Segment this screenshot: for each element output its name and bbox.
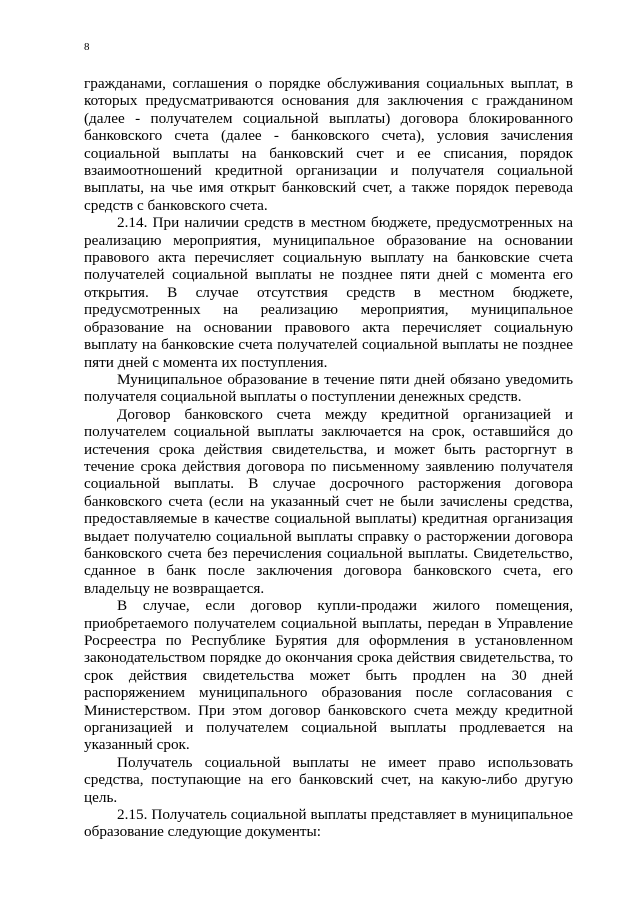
paragraph: Муниципальное образование в течение пяти дней обязано уведомить получателя социальной выплаты о поступлении денежных средств.	[84, 370, 573, 406]
paragraph: гражданами, соглашения о порядке обслуживания социальных выплат, в которых предусматриваются основания для заключения с гражданином (далее - получателем социальной выплаты) договора блокированного банковского счета (далее - банковского счета), условия зачисления социальной выплаты на банковский счет и ее списания, порядок взаимоотношений кредитной организации и получателя социальной выплаты, на чье имя открыт банковский счет, а также порядок перевода средств с банковского счета.	[84, 75, 573, 214]
paragraph: Получатель социальной выплаты не имеет право использовать средства, поступающие на его банковский счет, на какую-либо другую цель.	[84, 753, 573, 806]
paragraph: Договор банковского счета между кредитной организацией и получателем социальной выплаты заключается на срок, оставшийся до истечения срока действия свидетельства, и может быть расторгнут в течение срока действия договора по письменному заявлению получателя социальной выплаты. В случае досрочного расторжения договора банковского счета (если на указанный счет не были зачислены средства, предоставляемые в качестве социальной выплаты) кредитная организация выдает получателю социальной выплаты справку о расторжении договора банковского счета без перечисления социальной выплаты. Свидетельство, сданное в банк после заключения договора банковского счета, его владельцу не возвращается.	[84, 405, 573, 597]
paragraph: 2.15. Получатель социальной выплаты представляет в муниципальное образование следующие документы:	[84, 806, 573, 841]
page-number: 8	[84, 41, 90, 53]
paragraph: 2.14. При наличии средств в местном бюджете, предусмотренных на реализацию мероприятия, муниципальное образование на основании правового акта перечисляет социальную выплату на банковские счета получателей социальной выплаты не позднее пяти дней с момента его открытия. В случае отсутствия средств в местном бюджете, предусмотренных на реализацию мероприятия, муниципальное образование на основании правового акта перечисляет социальную выплату на банковские счета получателей социальной выплаты не позднее пяти дней с момента их поступления.	[84, 214, 573, 371]
paragraph: В случае, если договор купли-продажи жилого помещения, приобретаемого получателем социальной выплаты, передан в Управление Росреестра по Республике Бурятия для оформления в установленном законодательством порядке до окончания срока действия свидетельства, то срок действия свидетельства может быть продлен на 30 дней распоряжением муниципального образования после согласования с Министерством. При этом договор банковского счета между кредитной организацией и получателем социальной выплаты продлевается на указанный срок.	[84, 597, 573, 754]
document-body	[84, 75, 573, 841]
